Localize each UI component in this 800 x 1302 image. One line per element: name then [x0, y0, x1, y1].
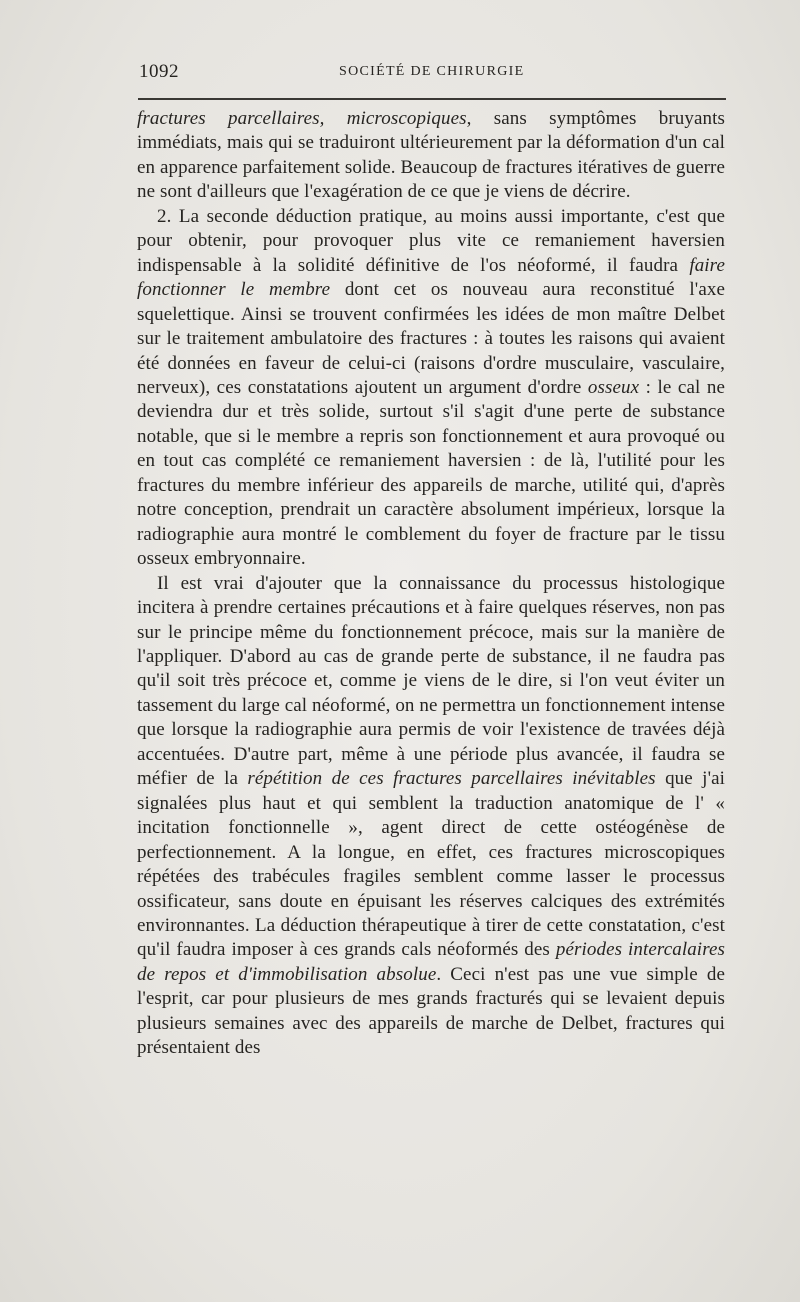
running-header [137, 58, 727, 86]
p3-span-3: périodes intercalaires de repos et d'immobilisation absolue [137, 939, 726, 985]
p2-span-0: 2. La seconde déduction pratique, au moins aussi importante, c'est que pour obtenir, pour provoquer plus vite ce remaniement haversien indispensable à la solidité définitive de l'os néoformé, il faudra [137, 205, 725, 276]
header-rule [138, 98, 726, 100]
p1-span-1: , sans symptômes bruyants immédiats, mais qui se traduiront ultérieurement par la déformation d'un cal en apparence parfaitement solide. Beaucoup de fractures itératives de guerre ne sont d'ailleurs que l'exagération de ce que je viens de décrire. [137, 108, 725, 203]
body-text [137, 107, 725, 1061]
p2-span-2: dont cet os nouveau aura reconstitué l'axe squelettique. Ainsi se trouvent confirmées les idées de mon maître Delbet sur le traitement ambulatoire des fractures : à toutes les raisons qui avaient été données en faveur de celui-ci (raisons d'ordre musculaire, vasculaire, nerveux), ces constatations ajoutent un argument d'ordre [137, 279, 725, 398]
p2-span-4: : le cal ne deviendra dur et très solide, surtout s'il s'agit d'une perte de substance notable, que si le membre a repris son fonctionnement et aura provoqué ou en tout cas complété ce remaniement haversien : de là, l'utilité pour les fractures du membre inférieur des appareils de marche, utilité qui, d'après notre conception, prendrait un caractère absolument impérieux, lorsque la radiographie aura montré le comblement du foyer de fracture par le tissu osseux embryonnaire. [137, 376, 725, 570]
p2-span-1: faire fonctionner le membre [137, 254, 725, 301]
p3-span-4: . Ceci n'est pas une vue simple de l'esprit, car pour plusieurs de mes grands fracturés qui se levaient depuis plusieurs semaines avec des appareils de marche de Delbet, fractures qui présentaient des [137, 963, 725, 1059]
p3-span-0: Il est vrai d'ajouter que la connaissance du processus histologique incitera à prendre certaines précautions et à faire quelques réserves, non pas sur le principe même du fonctionnement précoce, mais sur la manière de l'appliquer. D'abord au cas de grande perte de substance, il ne faudra pas qu'il soit très précoce et, comme je viens de le dire, si l'on veut éviter un tassement du large cal néoformé, on ne permettra un fonctionnement intense que lorsque la radiographie aura permis de voir l'existence de travées déjà accentuées. D'autre part, même à une période plus avancée, il faudra se méfier de la [137, 572, 725, 790]
p3-span-1: répétition de ces fractures parcellaires inévitables [247, 768, 656, 790]
page-number: 1092 [139, 61, 179, 82]
p2-span-3: osseux [587, 376, 640, 398]
paragraph-1 [137, 107, 725, 205]
paragraph-2 [137, 205, 725, 572]
paragraph-3 [137, 572, 725, 1061]
p3-span-2: que j'ai signalées plus haut et qui semblent la traduction anatomique de l' « incitation fonctionnelle », agent direct de cette ostéogénèse de perfectionnement. A la longue, en effet, ces fractures microscopiques répétées des trabécules fragiles semblent comme lasser le processus ossificateur, sans doute en épuisant les réserves calciques des extrémités environnantes. La déduction thérapeutique à tirer de cette constatation, c'est qu'il faudra imposer à ces grands cals néoformés des [137, 768, 726, 961]
running-title: SOCIÉTÉ DE CHIRURGIE [339, 64, 525, 79]
p1-span-0: fractures parcellaires, microscopiques [137, 108, 467, 129]
